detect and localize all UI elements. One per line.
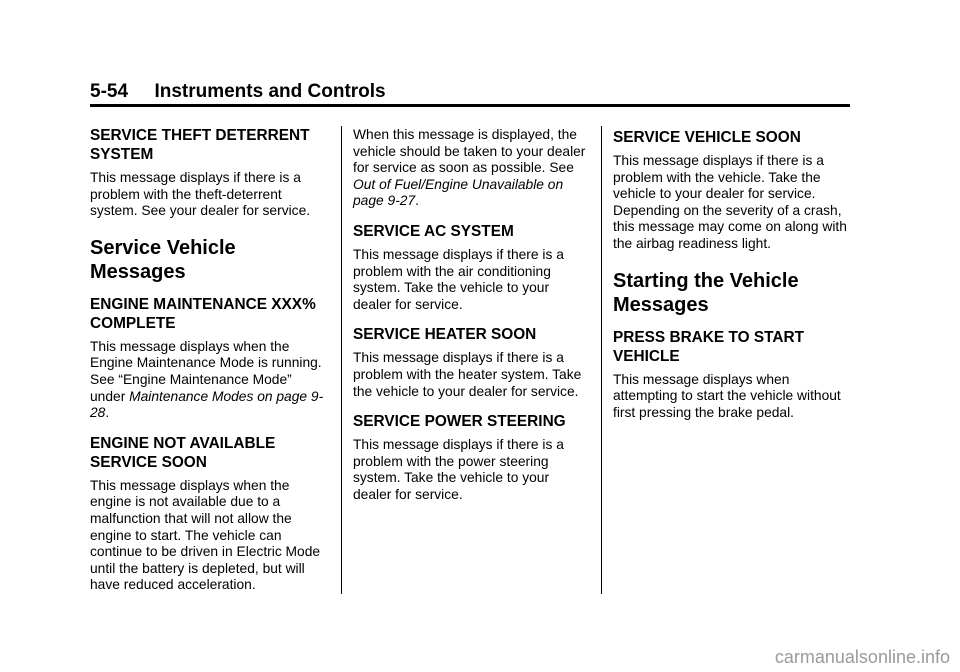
heading-engine-not-available: ENGINE NOT AVAILABLE SERVICE SOON xyxy=(90,434,276,471)
para-press-brake: This message displays when attempting to start the vehicle without first pressing the brake pedal. xyxy=(613,371,841,420)
para-service-ac-system: This message displays if there is a problem with the air conditioning system. Take the vehicle to your dealer for service. xyxy=(353,246,564,312)
heading-service-ac-system: SERVICE AC SYSTEM xyxy=(353,222,514,240)
para-service-heater-soon: This message displays if there is a problem with the heater system. Take the vehicle to your dealer for service. xyxy=(353,350,582,399)
heading-starting-vehicle-messages: Starting the Vehicle Messages xyxy=(613,269,799,316)
heading-service-vehicle-messages: Service Vehicle Messages xyxy=(90,236,236,283)
heading-engine-maintenance: ENGINE MAINTENANCE XXX% COMPLETE xyxy=(90,295,316,332)
column-2 xyxy=(353,127,588,504)
page-number: 5-54 xyxy=(90,81,129,102)
column-3 xyxy=(613,128,853,421)
para-service-vehicle-soon: This message displays if there is a problem with the vehicle. Take the vehicle to your dealer for service. Depending on the severity of a crash, this message may come on along with the airbag readiness light. xyxy=(613,153,847,251)
para-engine-not-available-cont: When this message is displayed, the vehicle should be taken to your dealer for service as soon as possible. See Out of Fuel/Engine Unavailable on page 9-27. xyxy=(353,127,586,209)
out-of-fuel-link[interactable]: Out of Fuel/Engine Unavailable on page 9-27 xyxy=(353,176,564,209)
para-engine-maintenance: This message displays when the Engine Maintenance Mode is running. See “Engine Maintenance Mode” under Maintenance Modes on page 9-28. xyxy=(90,338,324,421)
column-divider-1 xyxy=(341,126,342,594)
watermark: carmanualsonline.info xyxy=(774,647,950,667)
heading-service-theft-deterrent: SERVICE THEFT DETERRENT SYSTEM xyxy=(90,127,310,163)
para-service-theft-deterrent: This message displays if there is a problem with the theft-deterrent system. See your dealer for service. xyxy=(90,170,311,219)
para-service-power-steering: This message displays if there is a problem with the power steering system. Take the vehicle to your dealer for service. xyxy=(353,437,564,502)
page-header xyxy=(90,80,850,104)
maintenance-modes-link[interactable]: Maintenance Modes on page 9-28 xyxy=(90,388,324,421)
para-engine-not-available: This message displays when the engine is not available due to a malfunction that will not allow the engine to start. The vehicle can continue to be driven in Electric Mode until the battery is depleted, but will have reduced acceleration. xyxy=(90,477,321,593)
header-rule xyxy=(90,104,850,107)
section-title: Instruments and Controls xyxy=(154,81,386,102)
heading-service-vehicle-soon: SERVICE VEHICLE SOON xyxy=(613,129,801,146)
column-divider-2 xyxy=(601,126,602,594)
heading-press-brake: PRESS BRAKE TO START VEHICLE xyxy=(613,328,804,365)
heading-service-power-steering: SERVICE POWER STEERING xyxy=(353,413,566,431)
heading-service-heater-soon: SERVICE HEATER SOON xyxy=(353,326,537,344)
column-1 xyxy=(90,126,330,594)
